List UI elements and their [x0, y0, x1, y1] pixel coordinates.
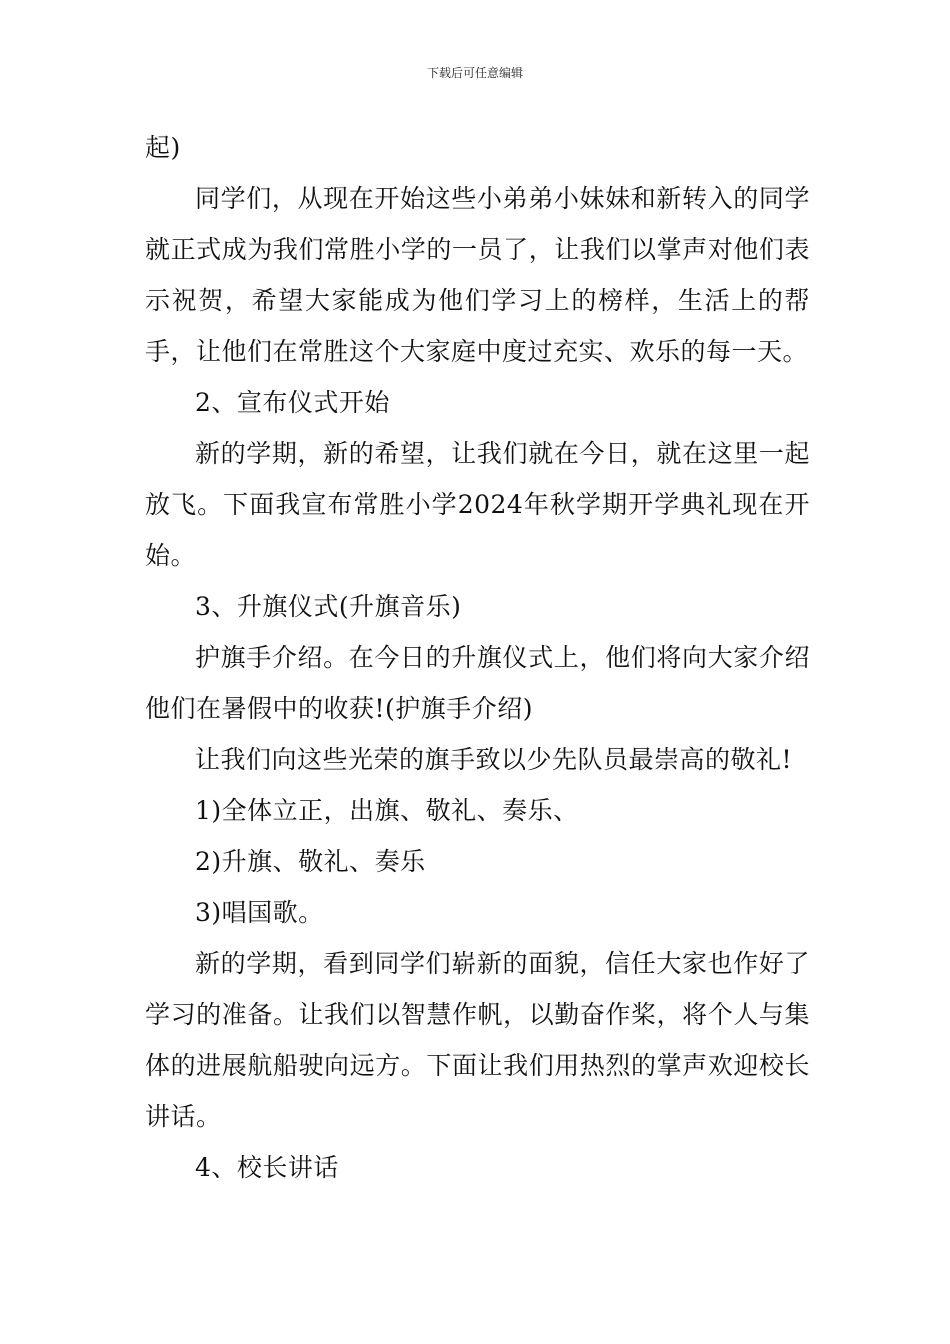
list-item: 3)唱国歌。	[195, 898, 324, 927]
section-heading: 4、校长讲话	[195, 1153, 339, 1182]
paragraph: 新的学期，新的希望，让我们就在今日，就在这里一起放飞。下面我宣布常胜小学2024年秋学期开学典礼现在开始。	[145, 439, 810, 570]
paragraph: 同学们，从现在开始这些小弟弟小妹妹和新转入的同学就正式成为我们常胜小学的一员了，让我们以掌声对他们表示祝贺，希望大家能成为他们学习上的榜样，生活上的帮手，让他们在常胜这个大家庭中度过充实、欢乐的每一天。	[145, 184, 810, 366]
paragraph: 起)	[145, 133, 181, 162]
list-item: 2)升旗、敬礼、奏乐	[195, 847, 426, 876]
section-heading: 3、升旗仪式(升旗音乐)	[195, 592, 462, 621]
document-body	[145, 122, 810, 1193]
paragraph: 护旗手介绍。在今日的升旗仪式上，他们将向大家介绍他们在暑假中的收获!(护旗手介绍)	[145, 643, 810, 723]
paragraph: 新的学期，看到同学们崭新的面貌，信任大家也作好了学习的准备。让我们以智慧作帆，以勤奋作桨，将个人与集体的进展航船驶向远方。下面让我们用热烈的掌声欢迎校长讲话。	[145, 949, 810, 1131]
section-heading: 2、宣布仪式开始	[195, 388, 390, 417]
page-header: 下载后可任意编辑	[426, 66, 523, 80]
paragraph: 让我们向这些光荣的旗手致以少先队员最崇高的敬礼!	[195, 745, 793, 774]
list-item: 1)全体立正，出旗、敬礼、奏乐、	[195, 796, 579, 825]
